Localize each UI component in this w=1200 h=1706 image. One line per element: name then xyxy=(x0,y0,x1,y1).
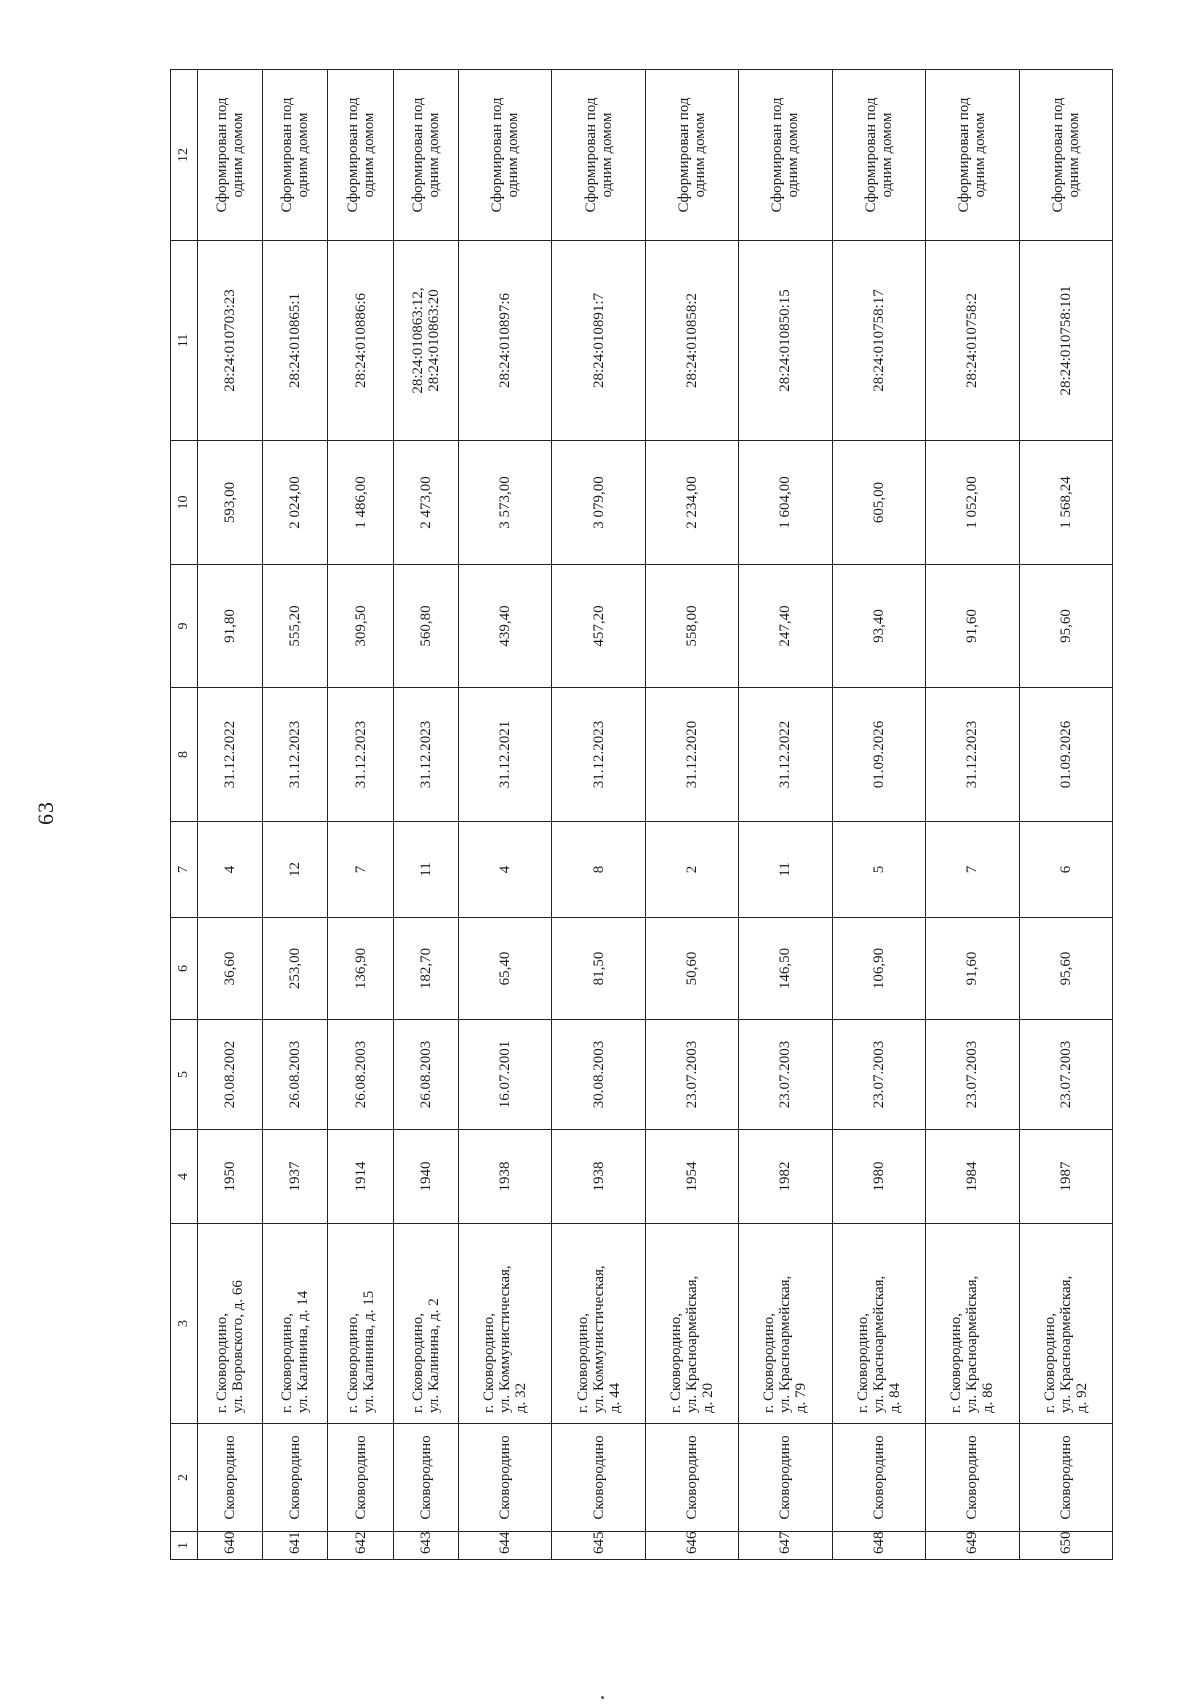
settlement-cell: Сковородино xyxy=(198,1424,263,1532)
count-cell: 7 xyxy=(926,822,1019,918)
note-cell xyxy=(552,70,645,241)
column-header-1: 1 xyxy=(171,1532,198,1560)
address-cell xyxy=(263,1224,328,1424)
note-line: Сформирован под xyxy=(675,97,692,213)
land-area-cell: 1 604,00 xyxy=(739,441,832,565)
address-line: г. Сковородино, xyxy=(854,1313,871,1413)
cadastral-number-cell xyxy=(739,241,832,441)
cadastral-number-line: 28:24:010886:6 xyxy=(352,293,369,389)
registry-table-rotated xyxy=(170,70,1113,1560)
note-line: Сформирован под xyxy=(1049,97,1066,213)
address-line: г. Сковородино, xyxy=(761,1313,778,1413)
area-cell: 182,70 xyxy=(393,918,458,1020)
land-area-cell: 2 024,00 xyxy=(263,441,328,565)
deadline-cell: 31.12.2020 xyxy=(645,688,738,822)
date-cell: 23.07.2003 xyxy=(645,1020,738,1130)
area-total-cell: 558,00 xyxy=(645,565,738,688)
land-area-cell: 1 486,00 xyxy=(328,441,393,565)
count-cell: 7 xyxy=(328,822,393,918)
address-line: ул. Коммунистическая, xyxy=(497,1265,514,1413)
deadline-cell: 31.12.2023 xyxy=(393,688,458,822)
settlement-cell: Сковородино xyxy=(1019,1424,1113,1532)
note-line: Сформирован под xyxy=(214,97,231,213)
row-number-cell: 643 xyxy=(393,1532,458,1560)
deadline-cell: 31.12.2022 xyxy=(739,688,832,822)
count-cell: 8 xyxy=(552,822,645,918)
count-cell: 11 xyxy=(739,822,832,918)
address-line: г. Сковородино, xyxy=(948,1313,965,1413)
column-header-3: 3 xyxy=(171,1224,198,1424)
settlement-cell: Сковородино xyxy=(263,1424,328,1532)
table-row xyxy=(393,70,458,1560)
deadline-cell: 31.12.2022 xyxy=(198,688,263,822)
address-line: д. 86 xyxy=(980,1382,997,1413)
note-line: одним домом xyxy=(295,112,312,198)
land-area-cell: 3 573,00 xyxy=(458,441,551,565)
note-line: Сформирован под xyxy=(489,97,506,213)
cadastral-number-line: 28:24:010897:6 xyxy=(497,293,514,389)
note-line: одним домом xyxy=(230,112,247,198)
date-cell: 26.08.2003 xyxy=(263,1020,328,1130)
date-cell: 26.08.2003 xyxy=(393,1020,458,1130)
year-built-cell: 1954 xyxy=(645,1130,738,1224)
land-area-cell: 593,00 xyxy=(198,441,263,565)
note-cell xyxy=(832,70,925,241)
date-cell: 23.07.2003 xyxy=(926,1020,1019,1130)
row-number-cell: 650 xyxy=(1019,1532,1113,1560)
row-number-cell: 646 xyxy=(645,1532,738,1560)
note-line: одним домом xyxy=(878,112,895,198)
note-cell xyxy=(1019,70,1113,241)
address-line: ул. Калинина, д. 15 xyxy=(360,1290,377,1413)
note-line: Сформирован под xyxy=(769,97,786,213)
deadline-cell: 31.12.2023 xyxy=(552,688,645,822)
address-line: г. Сковородино, xyxy=(574,1313,591,1413)
cadastral-number-line: 28:24:010858:2 xyxy=(683,293,700,389)
address-line: д. 44 xyxy=(606,1382,623,1413)
note-line: одним домом xyxy=(505,112,522,198)
page-number: 63 xyxy=(33,801,58,825)
column-header-4: 4 xyxy=(171,1130,198,1224)
note-cell xyxy=(458,70,551,241)
row-number-cell: 642 xyxy=(328,1532,393,1560)
settlement-cell: Сковородино xyxy=(926,1424,1019,1532)
land-area-cell: 2 473,00 xyxy=(393,441,458,565)
year-built-cell: 1987 xyxy=(1019,1130,1113,1224)
note-line: Сформирован под xyxy=(582,97,599,213)
year-built-cell: 1940 xyxy=(393,1130,458,1224)
table-row xyxy=(1019,70,1113,1560)
column-header-12: 12 xyxy=(171,70,198,241)
column-header-11: 11 xyxy=(171,241,198,441)
cadastral-number-cell xyxy=(328,241,393,441)
address-cell xyxy=(926,1224,1019,1424)
address-line: д. 32 xyxy=(513,1382,530,1413)
cadastral-number-cell xyxy=(393,241,458,441)
table-row xyxy=(739,70,832,1560)
count-cell: 2 xyxy=(645,822,738,918)
area-cell: 91,60 xyxy=(926,918,1019,1020)
address-cell xyxy=(198,1224,263,1424)
address-line: г. Сковородино, xyxy=(481,1313,498,1413)
column-header-7: 7 xyxy=(171,822,198,918)
row-number-cell: 641 xyxy=(263,1532,328,1560)
deadline-cell: 01.09.2026 xyxy=(1019,688,1113,822)
address-line: г. Сковородино, xyxy=(667,1313,684,1413)
cadastral-number-cell xyxy=(926,241,1019,441)
address-cell xyxy=(393,1224,458,1424)
cadastral-number-cell xyxy=(198,241,263,441)
note-line: одним домом xyxy=(360,112,377,198)
cadastral-number-cell xyxy=(263,241,328,441)
address-line: д. 84 xyxy=(886,1382,903,1413)
cadastral-number-line: 28:24:010850:15 xyxy=(777,289,794,392)
date-cell: 30.08.2003 xyxy=(552,1020,645,1130)
address-line: д. 79 xyxy=(793,1382,810,1413)
year-built-cell: 1984 xyxy=(926,1130,1019,1224)
year-built-cell: 1914 xyxy=(328,1130,393,1224)
registry-table xyxy=(170,69,1113,1560)
row-number-cell: 644 xyxy=(458,1532,551,1560)
year-built-cell: 1950 xyxy=(198,1130,263,1224)
cadastral-number-cell xyxy=(1019,241,1113,441)
cadastral-number-cell xyxy=(645,241,738,441)
land-area-cell: 1 568,24 xyxy=(1019,441,1113,565)
cadastral-number-line: 28:24:010703:23 xyxy=(222,289,239,392)
count-cell: 11 xyxy=(393,822,458,918)
area-cell: 146,50 xyxy=(739,918,832,1020)
address-line: ул. Красноармейская, xyxy=(1057,1275,1074,1413)
area-cell: 95,60 xyxy=(1019,918,1113,1020)
settlement-cell: Сковородино xyxy=(832,1424,925,1532)
cadastral-number-line: 28:24:010863:12, xyxy=(409,287,426,394)
deadline-cell: 01.09.2026 xyxy=(832,688,925,822)
address-cell xyxy=(552,1224,645,1424)
settlement-cell: Сковородино xyxy=(645,1424,738,1532)
table-row xyxy=(328,70,393,1560)
address-line: ул. Коммунистическая, xyxy=(590,1265,607,1413)
row-number-cell: 640 xyxy=(198,1532,263,1560)
note-cell xyxy=(198,70,263,241)
land-area-cell: 3 079,00 xyxy=(552,441,645,565)
area-total-cell: 555,20 xyxy=(263,565,328,688)
table-row xyxy=(832,70,925,1560)
date-cell: 20.08.2002 xyxy=(198,1020,263,1130)
note-line: одним домом xyxy=(598,112,615,198)
count-cell: 6 xyxy=(1019,822,1113,918)
year-built-cell: 1980 xyxy=(832,1130,925,1224)
cadastral-number-cell xyxy=(832,241,925,441)
address-cell xyxy=(458,1224,551,1424)
year-built-cell: 1938 xyxy=(552,1130,645,1224)
address-line: ул. Красноармейская, xyxy=(683,1275,700,1413)
scan-speck xyxy=(601,1696,604,1699)
cadastral-number-line: 28:24:010865:1 xyxy=(287,293,304,389)
note-line: одним домом xyxy=(1065,112,1082,198)
column-header-2: 2 xyxy=(171,1424,198,1532)
count-cell: 4 xyxy=(198,822,263,918)
area-total-cell: 457,20 xyxy=(552,565,645,688)
table-row xyxy=(263,70,328,1560)
cadastral-number-line: 28:24:010758:101 xyxy=(1057,285,1074,396)
area-total-cell: 91,80 xyxy=(198,565,263,688)
note-line: одним домом xyxy=(785,112,802,198)
table-row xyxy=(458,70,551,1560)
area-cell: 136,90 xyxy=(328,918,393,1020)
note-cell xyxy=(328,70,393,241)
cadastral-number-line: 28:24:010891:7 xyxy=(590,293,607,389)
address-cell xyxy=(328,1224,393,1424)
count-cell: 5 xyxy=(832,822,925,918)
address-cell xyxy=(1019,1224,1113,1424)
cadastral-number-cell xyxy=(458,241,551,441)
area-cell: 36,60 xyxy=(198,918,263,1020)
cadastral-number-line: 28:24:010863:20 xyxy=(425,289,442,392)
table-row xyxy=(926,70,1019,1560)
column-header-5: 5 xyxy=(171,1020,198,1130)
address-line: г. Сковородино, xyxy=(279,1313,296,1413)
note-line: Сформирован под xyxy=(344,97,361,213)
row-number-cell: 648 xyxy=(832,1532,925,1560)
row-number-cell: 647 xyxy=(739,1532,832,1560)
address-line: д. 92 xyxy=(1073,1382,1090,1413)
note-line: одним домом xyxy=(691,112,708,198)
table-row xyxy=(645,70,738,1560)
address-line: ул. Красноармейская, xyxy=(870,1275,887,1413)
note-cell xyxy=(645,70,738,241)
note-line: Сформирован под xyxy=(409,97,426,213)
settlement-cell: Сковородино xyxy=(393,1424,458,1532)
table-row xyxy=(198,70,263,1560)
year-built-cell: 1982 xyxy=(739,1130,832,1224)
area-cell: 106,90 xyxy=(832,918,925,1020)
note-line: одним домом xyxy=(425,112,442,198)
note-line: Сформирован под xyxy=(956,97,973,213)
column-header-9: 9 xyxy=(171,565,198,688)
address-line: д. 20 xyxy=(699,1382,716,1413)
address-line: г. Сковородино, xyxy=(344,1313,361,1413)
date-cell: 26.08.2003 xyxy=(328,1020,393,1130)
address-line: г. Сковородино, xyxy=(409,1313,426,1413)
settlement-cell: Сковородино xyxy=(328,1424,393,1532)
note-cell xyxy=(393,70,458,241)
column-header-6: 6 xyxy=(171,918,198,1020)
area-total-cell: 560,80 xyxy=(393,565,458,688)
address-cell xyxy=(832,1224,925,1424)
address-line: ул. Калинина, д. 14 xyxy=(295,1290,312,1413)
deadline-cell: 31.12.2021 xyxy=(458,688,551,822)
note-line: Сформирован под xyxy=(862,97,879,213)
area-cell: 50,60 xyxy=(645,918,738,1020)
address-line: ул. Воровского, д. 66 xyxy=(230,1280,247,1413)
cadastral-number-line: 28:24:010758:2 xyxy=(964,293,981,389)
area-cell: 65,40 xyxy=(458,918,551,1020)
deadline-cell: 31.12.2023 xyxy=(926,688,1019,822)
area-total-cell: 91,60 xyxy=(926,565,1019,688)
area-total-cell: 95,60 xyxy=(1019,565,1113,688)
deadline-cell: 31.12.2023 xyxy=(328,688,393,822)
land-area-cell: 1 052,00 xyxy=(926,441,1019,565)
address-cell xyxy=(645,1224,738,1424)
settlement-cell: Сковородино xyxy=(739,1424,832,1532)
note-line: одним домом xyxy=(972,112,989,198)
land-area-cell: 2 234,00 xyxy=(645,441,738,565)
settlement-cell: Сковородино xyxy=(552,1424,645,1532)
address-line: г. Сковородино, xyxy=(214,1313,231,1413)
note-cell xyxy=(739,70,832,241)
count-cell: 12 xyxy=(263,822,328,918)
cadastral-number-cell xyxy=(552,241,645,441)
note-cell xyxy=(926,70,1019,241)
date-cell: 23.07.2003 xyxy=(1019,1020,1113,1130)
address-line: ул. Калинина, д. 2 xyxy=(425,1298,442,1413)
date-cell: 23.07.2003 xyxy=(832,1020,925,1130)
address-cell xyxy=(739,1224,832,1424)
deadline-cell: 31.12.2023 xyxy=(263,688,328,822)
column-header-8: 8 xyxy=(171,688,198,822)
cadastral-number-line: 28:24:010758:17 xyxy=(870,289,887,392)
area-total-cell: 93,40 xyxy=(832,565,925,688)
year-built-cell: 1938 xyxy=(458,1130,551,1224)
count-cell: 4 xyxy=(458,822,551,918)
table-row xyxy=(552,70,645,1560)
address-line: ул. Красноармейская, xyxy=(777,1275,794,1413)
column-header-10: 10 xyxy=(171,441,198,565)
year-built-cell: 1937 xyxy=(263,1130,328,1224)
area-cell: 81,50 xyxy=(552,918,645,1020)
column-number-row xyxy=(171,70,198,1560)
note-line: Сформирован под xyxy=(279,97,296,213)
area-cell: 253,00 xyxy=(263,918,328,1020)
area-total-cell: 439,40 xyxy=(458,565,551,688)
address-line: ул. Красноармейская, xyxy=(964,1275,981,1413)
area-total-cell: 247,40 xyxy=(739,565,832,688)
settlement-cell: Сковородино xyxy=(458,1424,551,1532)
table-body xyxy=(198,70,1113,1560)
date-cell: 23.07.2003 xyxy=(739,1020,832,1130)
row-number-cell: 645 xyxy=(552,1532,645,1560)
area-total-cell: 309,50 xyxy=(328,565,393,688)
land-area-cell: 605,00 xyxy=(832,441,925,565)
address-line: г. Сковородино, xyxy=(1041,1313,1058,1413)
note-cell xyxy=(263,70,328,241)
row-number-cell: 649 xyxy=(926,1532,1019,1560)
date-cell: 16.07.2001 xyxy=(458,1020,551,1130)
